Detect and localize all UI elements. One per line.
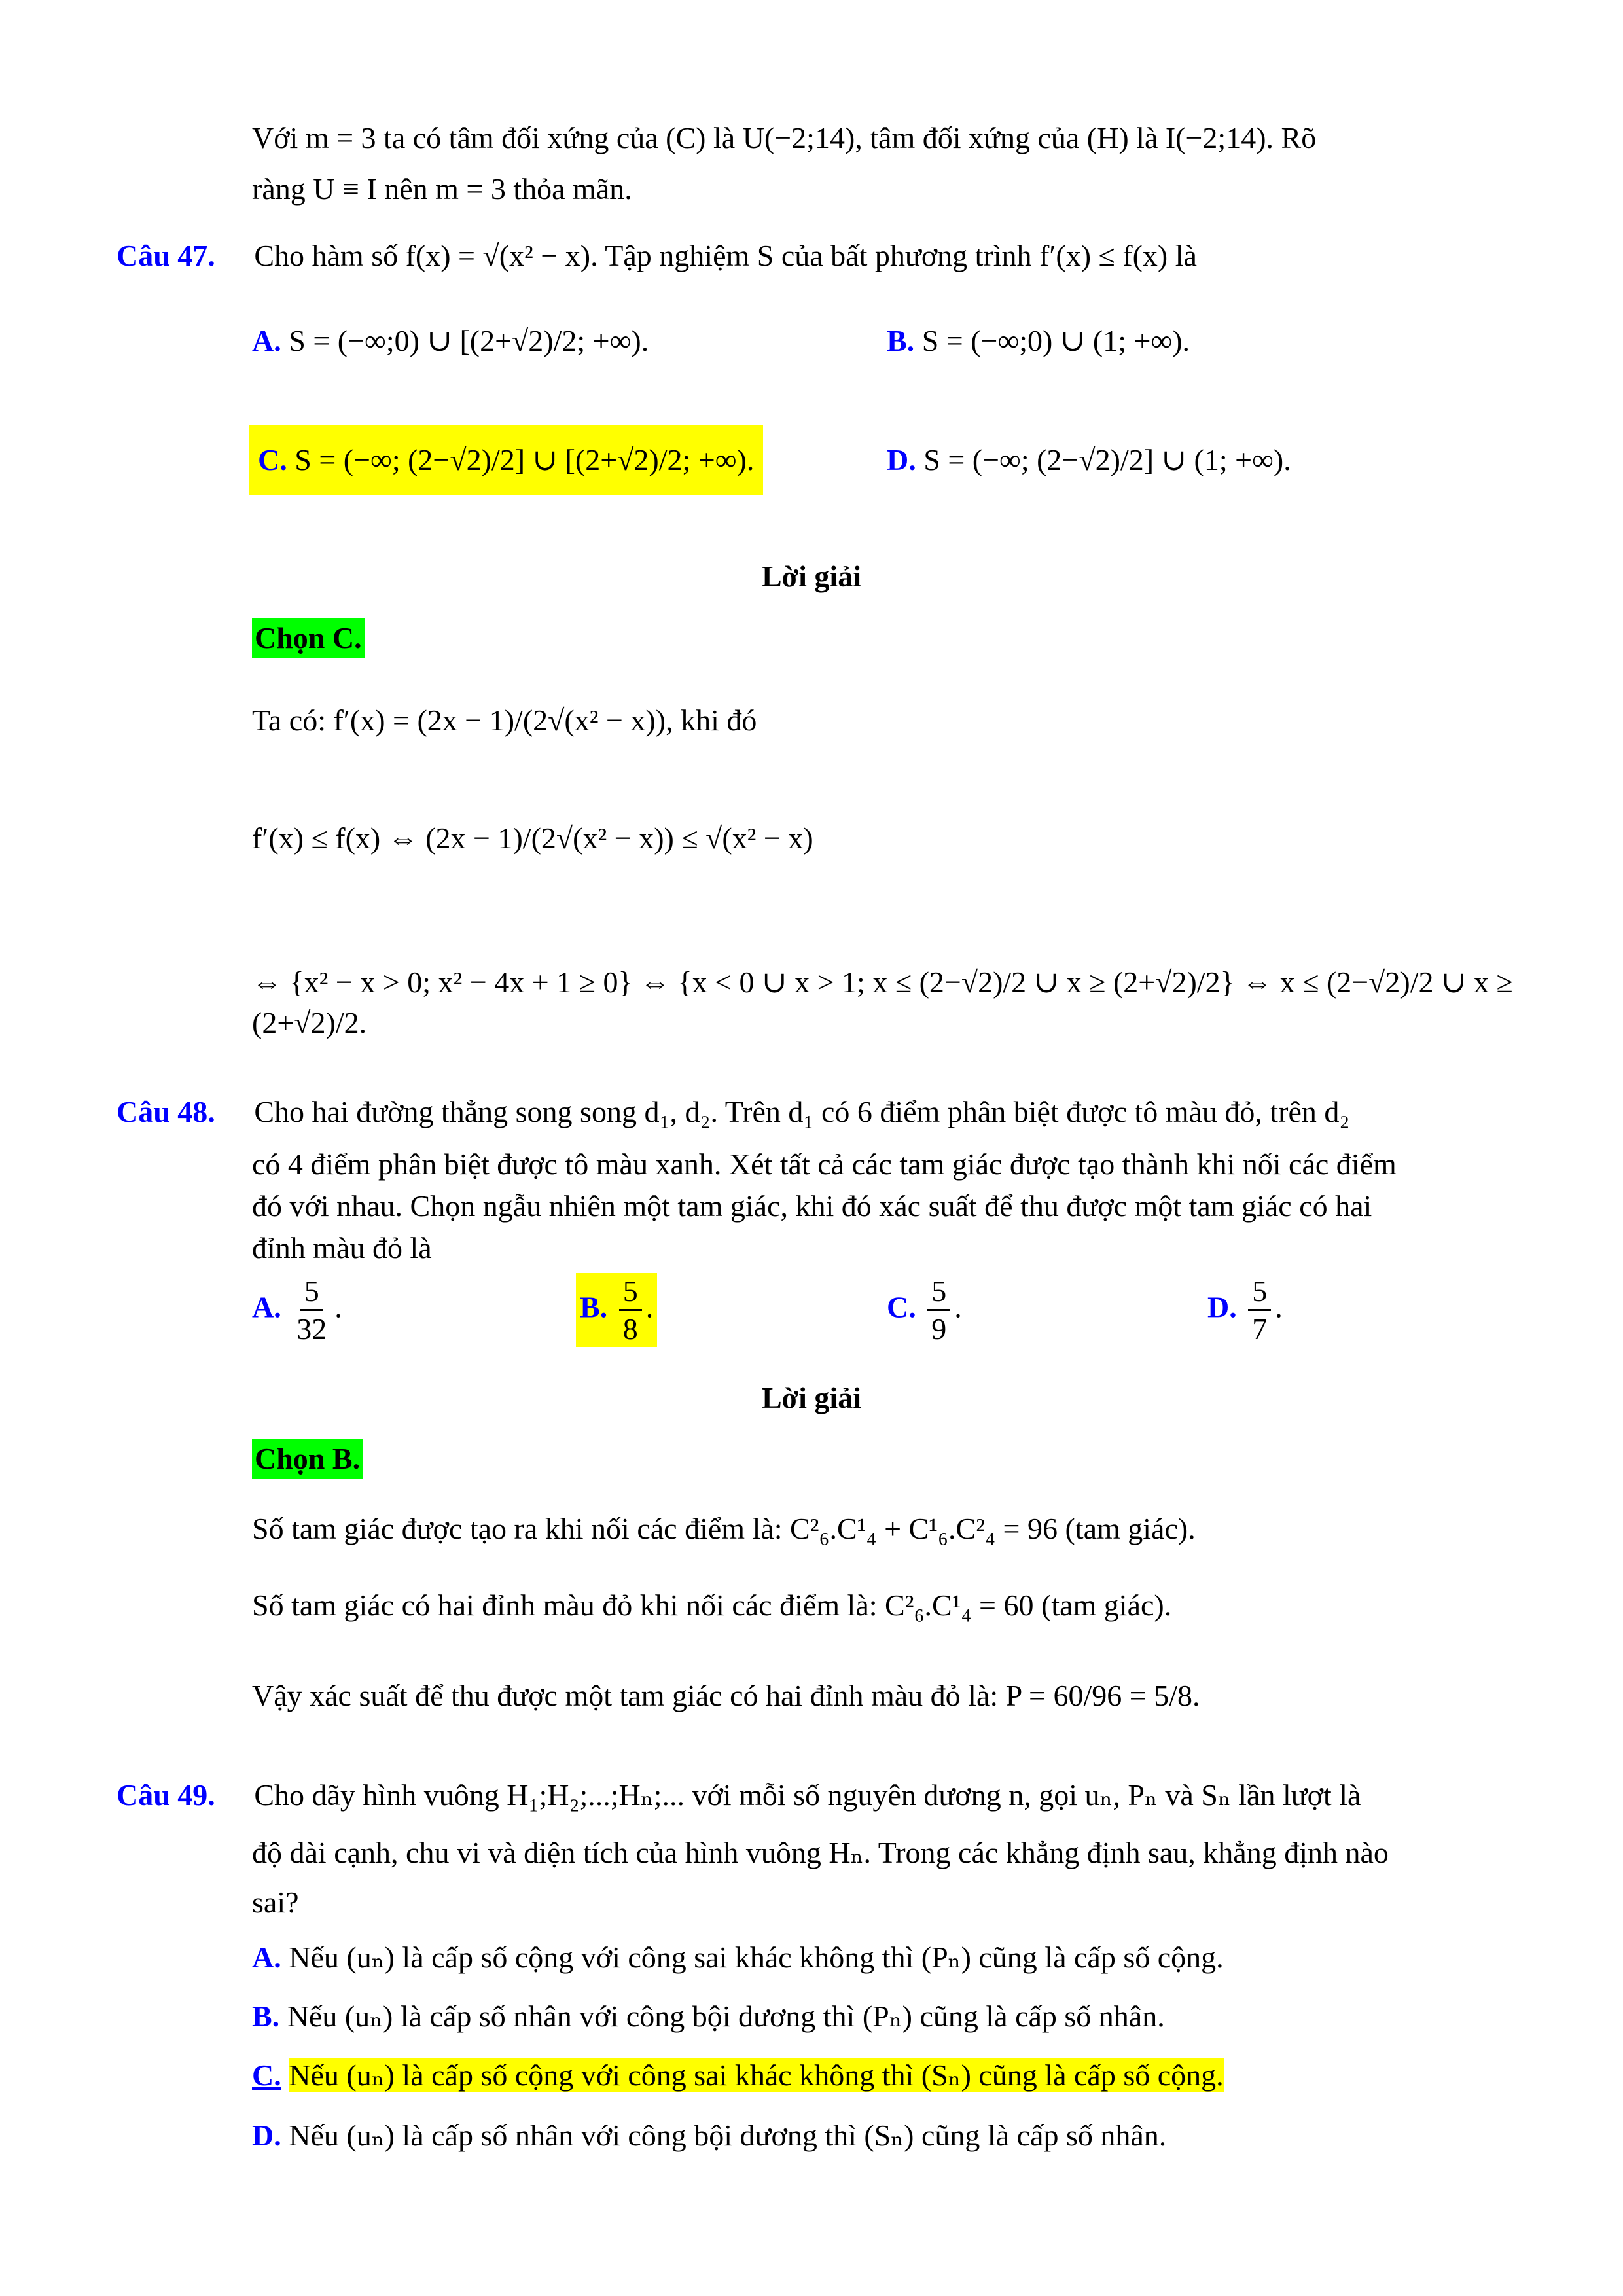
q47-c-text: S = (−∞; (2−√2)/2] ∪ [(2+√2)/2; +∞). (294, 443, 755, 476)
q49-option-b (252, 1996, 1528, 2037)
q48-stem-2: có 4 điểm phân biệt được tô màu xanh. Xét tất cả các tam giác được tạo thành khi nối các điểm (252, 1147, 1397, 1181)
q48-step-2-text: Số tam giác có hai đỉnh màu đỏ khi nối các điểm là: C²₆.C¹₄ = 60 (tam giác). (252, 1588, 1172, 1622)
q49-option-c (252, 2055, 1528, 2096)
q49-stem-3: sai? (252, 1886, 299, 1919)
q47-step-3 (252, 962, 1528, 1043)
q48-option-d: D. $\frac{5}{7}$ . (1207, 1273, 1283, 1347)
q48-a-den: 32 (296, 1312, 327, 1346)
q48-stem-1: Cho hai đường thẳng song song d₁, d₂. Trên d₁ có 6 điểm phân biệt được tô màu đỏ, trên d₂ (254, 1095, 1350, 1128)
q49-a-text: Nếu (uₙ) là cấp số cộng với công sai khác không thì (Pₙ) cũng là cấp số cộng. (289, 1941, 1224, 1974)
q49-b-label: B. (252, 2000, 280, 2033)
q48-stem-row-1 (116, 1092, 1543, 1132)
intro-line-2 (252, 169, 1528, 209)
q47-a-text: S = (−∞;0) ∪ [(2+√2)/2; +∞). (289, 324, 649, 357)
q47-a-label: A. (252, 324, 281, 357)
q48-d-den: 7 (1252, 1312, 1268, 1346)
q49-c-label: C. (252, 2058, 281, 2092)
q47-choose-row (252, 618, 365, 658)
q47-option-c (249, 425, 763, 495)
q47-b-label: B. (887, 324, 915, 357)
q49-stem-row-2 (252, 1833, 1528, 1873)
q49-stem-row-1 (116, 1775, 1543, 1816)
q48-d-label: D. (1207, 1290, 1237, 1324)
q47-d-label: D. (887, 443, 916, 476)
q48-b-label: B. (580, 1290, 608, 1324)
q48-option-b: B. $\frac{5}{8}$ . (576, 1273, 657, 1347)
q48-label: Câu 48. (116, 1095, 215, 1128)
q47-label: Câu 47. (116, 239, 215, 272)
q48-step-1 (252, 1509, 1528, 1549)
q49-b-text: Nếu (uₙ) là cấp số nhân với công bội dương thì (Pₙ) cũng là cấp số nhân. (287, 2000, 1165, 2033)
q48-b-den: 8 (622, 1312, 638, 1346)
q48-c-label: C. (887, 1290, 916, 1324)
intro-text-1: Với m = 3 ta có tâm đối xứng của (C) là U(−2;14), tâm đối xứng của (H) là I(−2;14). Rõ (252, 121, 1317, 154)
q47-option-a (252, 321, 649, 361)
q48-c-num: 5 (927, 1273, 950, 1311)
q48-stem-row-2 (252, 1144, 1528, 1185)
intro-text-2: ràng U ≡ I nên m = 3 thỏa mãn. (252, 172, 632, 206)
q47-option-b (887, 321, 1190, 361)
q48-b-num: 5 (619, 1273, 642, 1311)
q49-stem-2: độ dài cạnh, chu vi và diện tích của hình vuông Hₙ. Trong các khẳng định sau, khẳng định nào (252, 1836, 1389, 1869)
intro-line-1 (252, 118, 1528, 158)
q47-stem-row (116, 236, 1543, 276)
q48-step-2 (252, 1585, 1528, 1626)
q48-solution-title: Lời giải (762, 1381, 861, 1414)
q47-choose: Chọn C. (252, 618, 365, 658)
q47-step-1 (252, 700, 1495, 741)
q48-step-1-text: Số tam giác được tạo ra khi nối các điểm là: C²₆.C¹₄ + C¹₆.C²₄ = 96 (tam giác). (252, 1512, 1196, 1545)
q47-step-2-text: f′(x) ≤ f(x) ⇔ (2x − 1)/(2√(x² − x)) ≤ √(x² − x) (252, 821, 813, 855)
q48-c-den: 9 (931, 1312, 947, 1346)
q47-step-1-text: Ta có: f′(x) = (2x − 1)/(2√(x² − x)), khi đó (252, 704, 757, 737)
q49-stem-row-3 (252, 1882, 1528, 1923)
q47-solution-title: Lời giải (762, 560, 861, 593)
q48-a-num: 5 (300, 1273, 323, 1311)
q47-c-label: C. (258, 443, 287, 476)
q48-stem-4: đỉnh màu đỏ là (252, 1231, 432, 1265)
q49-stem-1: Cho dãy hình vuông H₁;H₂;...;Hₙ;... với mỗi số nguyên dương n, gọi uₙ, Pₙ và Sₙ lần lượt là (254, 1778, 1361, 1812)
q48-option-c: C. $\frac{5}{9}$ . (887, 1273, 962, 1347)
q48-stem-3: đó với nhau. Chọn ngẫu nhiên một tam giác, khi đó xác suất để thu được một tam giác có hai (252, 1189, 1372, 1223)
q48-b-fraction (619, 1273, 642, 1347)
q48-step-3 (252, 1676, 1528, 1716)
q49-option-a (252, 1937, 1528, 1978)
q48-c-fraction (927, 1273, 950, 1347)
q48-d-num: 5 (1248, 1273, 1271, 1311)
q49-a-label: A. (252, 1941, 281, 1974)
q48-a-label: A. (252, 1290, 281, 1324)
q49-option-d (252, 2115, 1528, 2156)
q49-d-label: D. (252, 2119, 281, 2152)
q48-option-a: A. $\frac{5}{32}$ . (252, 1273, 342, 1347)
q47-b-text: S = (−∞;0) ∪ (1; +∞). (921, 324, 1190, 357)
q48-step-3-text: Vậy xác suất để thu được một tam giác có hai đỉnh màu đỏ là: P = 60/96 = 5/8. (252, 1679, 1200, 1712)
q48-a-fraction (293, 1273, 330, 1347)
q47-step-2 (252, 818, 1495, 859)
q48-stem-row-3 (252, 1186, 1528, 1227)
q47-stem: Cho hàm số f(x) = √(x² − x). Tập nghiệm S của bất phương trình f′(x) ≤ f(x) là (254, 239, 1197, 272)
q49-c-text: Nếu (uₙ) là cấp số cộng với công sai khác không thì (Sₙ) cũng là cấp số cộng. (289, 2058, 1224, 2092)
q47-d-text: S = (−∞; (2−√2)/2] ∪ (1; +∞). (923, 443, 1291, 476)
q47-step-3-text: ⇔ {x² − x > 0; x² − 4x + 1 ≥ 0} ⇔ {x < 0 ∪ x > 1; x ≤ (2−√2)/2 ∪ x ≥ (2+√2)/2} ⇔ x ≤ (2−√2)/2 ∪ x ≥ (2+√2)/2. (252, 965, 1513, 1040)
q48-d-fraction (1248, 1273, 1271, 1347)
q47-option-d (887, 440, 1291, 480)
q49-label: Câu 49. (116, 1778, 215, 1812)
q49-d-text: Nếu (uₙ) là cấp số nhân với công bội dương thì (Sₙ) cũng là cấp số nhân. (289, 2119, 1167, 2152)
q48-choose: Chọn B. (252, 1439, 363, 1479)
q48-choose-row (252, 1439, 363, 1479)
q48-stem-row-4 (252, 1228, 1528, 1268)
